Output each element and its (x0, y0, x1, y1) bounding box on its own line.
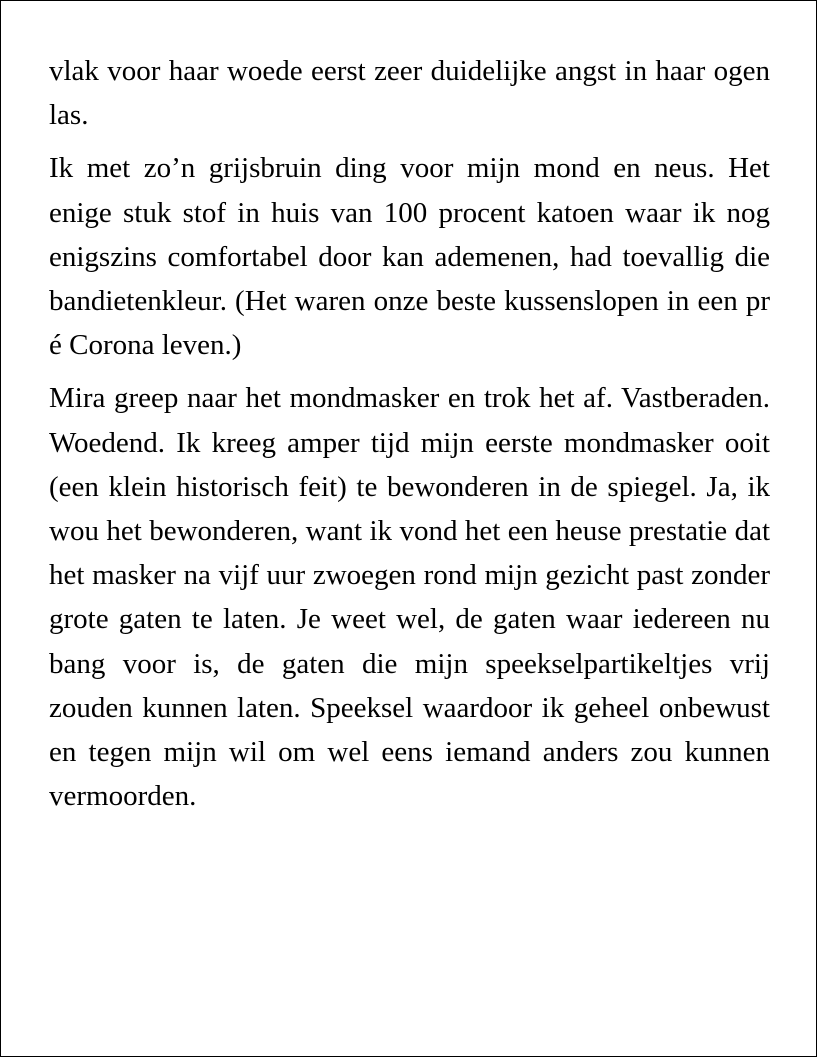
document-body (49, 49, 770, 827)
paragraph-2: Ik met zo’n grijsbruin ding voor mijn mond en neus. Het enige stuk stof in huis van 100 procent katoen waar ik nog enigszins comfortabel door kan ademenen, had toevallig die bandietenkleur. (Het waren onze beste kussenslopen in een pr é Corona leven.) (49, 152, 770, 362)
paragraph-1: vlak voor haar woede eerst zeer duidelijke angst in haar ogen las. (49, 55, 770, 132)
paragraph-3: Mira greep naar het mondmasker en trok het af. Vastberaden. Woedend. Ik kreeg amper tijd mijn eerste mondmasker ooit (een klein historisch feit) te bewonderen in de spiegel. Ja, ik wou het bewonderen, want ik vond het een heuse prestatie dat het masker na vijf uur zwoegen rond mijn gezicht past zonder grote gaten te laten. Je weet wel, de gaten waar iedereen nu bang voor is, de gaten die mijn speekselpartikeltjes vrij zouden kunnen laten. Speeksel waardoor ik geheel onbewust en tegen mijn wil om wel eens iemand anders zou kunnen vermoorden. (49, 382, 770, 813)
